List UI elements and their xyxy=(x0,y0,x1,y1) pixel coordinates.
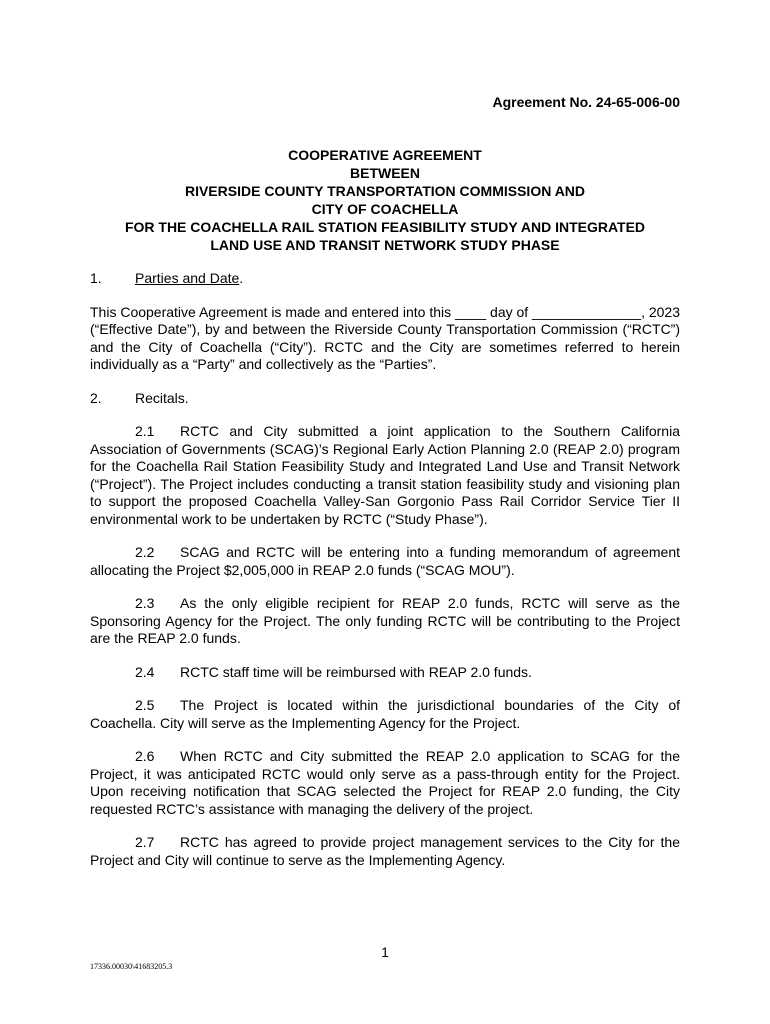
recital-text: RCTC and City submitted a joint application to the Southern California Association of Governments (SCAG)’s Regional Early Action Planning 2.0 (REAP 2.0) program for the Coachella Rail Station Feasibility Study and Integrated Land Use and Transit Network (“Project”). The Project includes conducting a transit station feasibility study and visioning plan to support the proposed Coachella Valley-San Gorgonio Pass Rail Corridor Service Tier II environmental work to be undertaken by RCTC (“Study Phase”). xyxy=(90,423,680,527)
recital-number: 2.6 xyxy=(135,748,155,764)
section-1-heading xyxy=(90,270,680,288)
recital-paragraph xyxy=(90,697,680,732)
title-line: FOR THE COACHELLA RAIL STATION FEASIBILITY STUDY AND INTEGRATED xyxy=(124,219,646,235)
recital-paragraph xyxy=(90,664,680,682)
recital-text: RCTC staff time will be reimbursed with REAP 2.0 funds. xyxy=(180,663,532,680)
recital-text: RCTC has agreed to provide project management services to the City for the Project and City will continue to serve as the Implementing Agency. xyxy=(90,834,680,868)
agreement-number: Agreement No. 24-65-006-00 xyxy=(492,94,680,110)
recital-number: 2.4 xyxy=(135,663,155,680)
title-line: BETWEEN xyxy=(350,165,420,181)
section-2-heading xyxy=(90,390,680,408)
recital-number: 2.2 xyxy=(135,544,155,560)
title-line: CITY OF COACHELLA xyxy=(311,201,459,217)
recital-number: 2.7 xyxy=(135,834,155,850)
section-title: Parties and Date xyxy=(135,270,240,286)
recital-text: The Project is located within the jurisdictional boundaries of the City of Coachella. City will serve as the Implementing Agency for the Project. xyxy=(90,697,680,731)
recital-number: 2.1 xyxy=(135,423,155,439)
title-line: COOPERATIVE AGREEMENT xyxy=(288,147,482,163)
section-title: Recitals. xyxy=(135,389,189,406)
title-line: RIVERSIDE COUNTY TRANSPORTATION COMMISSION AND xyxy=(184,183,586,199)
recital-paragraph xyxy=(90,595,680,648)
recital-number: 2.3 xyxy=(135,595,155,611)
section-number: 2. xyxy=(90,389,102,406)
recital-paragraph xyxy=(90,748,680,818)
recital-paragraph xyxy=(90,834,680,869)
title-line: LAND USE AND TRANSIT NETWORK STUDY PHASE xyxy=(210,237,560,253)
section-number: 1. xyxy=(90,270,102,286)
agreement-title xyxy=(90,146,680,254)
recital-paragraph xyxy=(90,423,680,528)
section-title-period: . xyxy=(239,270,244,286)
recital-text: As the only eligible recipient for REAP 2.0 funds, RCTC will serve as the Sponsoring Agency for the Project. The only funding RCTC will be contributing to the Project are the REAP 2.0 funds. xyxy=(90,595,680,646)
agreement-body xyxy=(90,270,680,885)
recital-paragraph xyxy=(90,544,680,579)
recital-text: When RCTC and City submitted the REAP 2.0 application to SCAG for the Project, it was anticipated RCTC would only serve as a pass-through entity for the Project. Upon receiving notification that SCAG selected the Project for REAP 2.0 funding, the City requested RCTC’s assistance with managing the delivery of the project. xyxy=(90,748,680,817)
recital-text: SCAG and RCTC will be entering into a funding memorandum of agreement allocating the Project $2,005,000 in REAP 2.0 funds (“SCAG MOU”). xyxy=(90,544,680,578)
recital-number: 2.5 xyxy=(135,697,155,713)
document-code: 17336.00030\41683205.3 xyxy=(90,962,173,971)
page-number: 1 xyxy=(381,944,389,960)
parties-paragraph: This Cooperative Agreement is made and entered into this ____ day of ______________, 2023 (“Effective Date”), by and between the Riverside County Transportation Commission (“RCTC”) and the City of Coachella (“City”). RCTC and the City are sometimes referred to herein individually as a “Party” and collectively as the “Parties”. xyxy=(90,303,680,372)
